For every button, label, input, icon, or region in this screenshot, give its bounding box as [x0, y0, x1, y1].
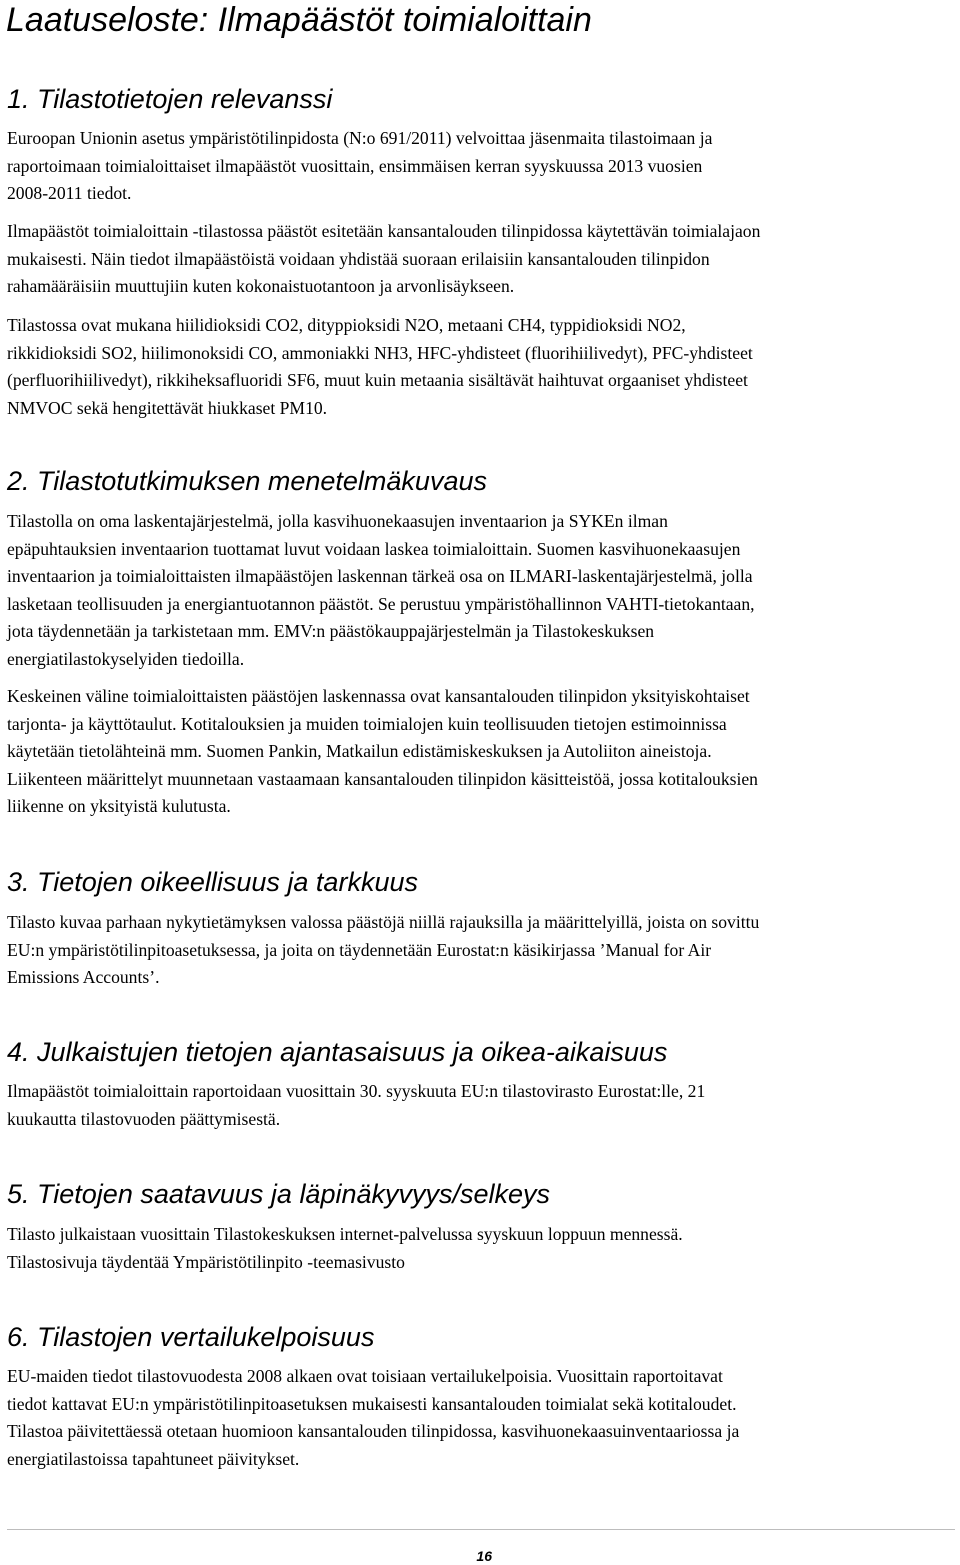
text-line: Tilastossa ovat mukana hiilidioksidi CO2, dityppioksidi N2O, metaani CH4, typpidioksidi NO2,: [7, 315, 686, 335]
text-line: lasketaan teollisuuden ja energiantuotannon päästöt. Se perustuu ympäristöhallinnon VAHTI-tietokantaan,: [7, 593, 755, 614]
section-heading-methodology: 2. Tilastotutkimuksen menetelmäkuvaus: [7, 466, 487, 496]
text-line: inventaarion ja toimialoittaisten ilmapäästöjen laskennan tärkeä osa on ILMARI-laskentajärjestelmä, jolla: [7, 566, 753, 587]
section-5-paragraph-1: [7, 1221, 959, 1276]
text-line: rikkidioksidi SO2, hiilimonoksidi CO, ammoniakki NH3, HFC-yhdisteet (fluorihiilivedyt), PFC-yhdisteet: [7, 342, 753, 363]
text-line: NMVOC sekä hengitettävät hiukkaset PM10.: [7, 397, 328, 418]
text-line: Tilastolla on oma laskentajärjestelmä, jolla kasvihuonekaasujen inventaarion ja SYKEn ilman: [7, 511, 668, 531]
page-number: 16: [476, 1548, 492, 1564]
text-line: liikenne on yksityistä kulutusta.: [7, 796, 231, 817]
section-2-paragraph-2: [7, 683, 959, 821]
footer-divider: [7, 1529, 955, 1530]
text-line: tarjonta- ja käyttötaulut. Kotitalouksien ja muiden toimialojen kuin teollisuuden tietojen estimoinnissa: [7, 713, 727, 734]
text-line: EU-maiden tiedot tilastovuodesta 2008 alkaen ovat toisiaan vertailukelpoisia. Vuosittain raportoitavat: [7, 1366, 723, 1386]
text-line: Emissions Accounts’.: [7, 967, 160, 988]
section-heading-comparability: 6. Tilastojen vertailukelpoisuus: [7, 1322, 375, 1352]
section-1-paragraph-3: [7, 312, 959, 422]
text-line: Tilasto julkaistaan vuosittain Tilastokeskuksen internet-palvelussa syyskuun loppuun mennessä.: [7, 1224, 683, 1244]
text-line: Liikenteen määrittelyt muunnetaan vastaamaan kansantalouden tilinpidon käsitteistöä, jossa kotitalouksien: [7, 768, 758, 789]
text-line: mukaisesti. Näin tiedot ilmapäästöistä voidaan yhdistää suoraan erilaisiin kansantalouden tilinpidon: [7, 248, 710, 269]
section-heading-accuracy: 3. Tietojen oikeellisuus ja tarkkuus: [7, 867, 418, 897]
section-heading-relevance: 1. Tilastotietojen relevanssi: [7, 84, 333, 114]
text-line: tiedot kattavat EU:n ympäristötilinpitoasetuksen mukaisesti kansantalouden toimialat sekä kotitaloudet.: [7, 1393, 737, 1414]
text-line: rahamääräisiin muuttujiin kuten kokonaistuotantoon ja arvonlisäykseen.: [7, 276, 515, 297]
text-line: Euroopan Unionin asetus ympäristötilinpidosta (N:o 691/2011) velvoittaa jäsenmaita tilastoimaan ja: [7, 128, 713, 148]
text-line: energiatilastoissa tapahtuneet päivitykset.: [7, 1448, 300, 1469]
text-line: Keskeinen väline toimialoittaisten päästöjen laskennassa ovat kansantalouden tilinpidon yksityiskohtaiset: [7, 686, 750, 706]
section-heading-availability: 5. Tietojen saatavuus ja läpinäkyvyys/selkeys: [7, 1179, 551, 1209]
text-line: Tilastosivuja täydentää Ympäristötilinpito -teemasivusto: [7, 1251, 405, 1272]
section-6-paragraph-1: [7, 1363, 959, 1473]
section-1-paragraph-2: [7, 218, 959, 301]
text-line: Tilastoa päivitettäessä otetaan huomioon kansantalouden tilinpidossa, kasvihuonekaasuinventaariossa ja: [7, 1421, 740, 1442]
text-line: EU:n ympäristötilinpitoasetuksessa, ja joita on täydennetään Eurostat:n käsikirjassa ’Manual for Air: [7, 939, 712, 960]
text-line: Tilasto kuvaa parhaan nykytietämyksen valossa päästöjä niillä rajauksilla ja määrittelyillä, joista on sovittu: [7, 912, 760, 932]
text-line: käytetään tietolähteinä mm. Suomen Pankin, Matkailun edistämiskeskuksen ja Autoliiton aineistoja.: [7, 741, 712, 762]
page-title: Laatuseloste: Ilmapäästöt toimialoittain: [6, 1, 592, 39]
text-line: Ilmapäästöt toimialoittain raportoidaan vuosittain 30. syyskuuta EU:n tilastovirasto Eurostat:lle, 21: [7, 1081, 706, 1101]
text-line: raportoimaan toimialoittaiset ilmapäästöt vuosittain, ensimmäisen kerran syyskuussa 2013 vuosien: [7, 155, 703, 176]
section-4-paragraph-1: [7, 1078, 959, 1133]
text-line: Ilmapäästöt toimialoittain -tilastossa päästöt esitetään kansantalouden tilinpidossa käytettävän toimialajaon: [7, 221, 761, 241]
text-line: energiatilastokyselyiden tiedoilla.: [7, 648, 245, 669]
text-line: epäpuhtauksien inventaarion tuottamat luvut voidaan laskea toimialoittain. Suomen kasvihuonekaasujen: [7, 538, 741, 559]
text-line: (perfluorihiilivedyt), rikkiheksafluoridi SF6, muut kuin metaania sisältävät haihtuvat orgaaniset yhdisteet: [7, 370, 748, 391]
section-3-paragraph-1: [7, 909, 959, 992]
text-line: jota täydennetään ja tarkistetaan mm. EMV:n päästökauppajärjestelmän ja Tilastokeskuksen: [7, 621, 655, 642]
section-2-paragraph-1: [7, 508, 959, 674]
text-line: kuukautta tilastovuoden päättymisestä.: [7, 1108, 281, 1129]
section-1-paragraph-1: [7, 125, 959, 208]
section-heading-timeliness: 4. Julkaistujen tietojen ajantasaisuus ja oikea-aikaisuus: [7, 1037, 668, 1067]
text-line: 2008-2011 tiedot.: [7, 183, 132, 204]
